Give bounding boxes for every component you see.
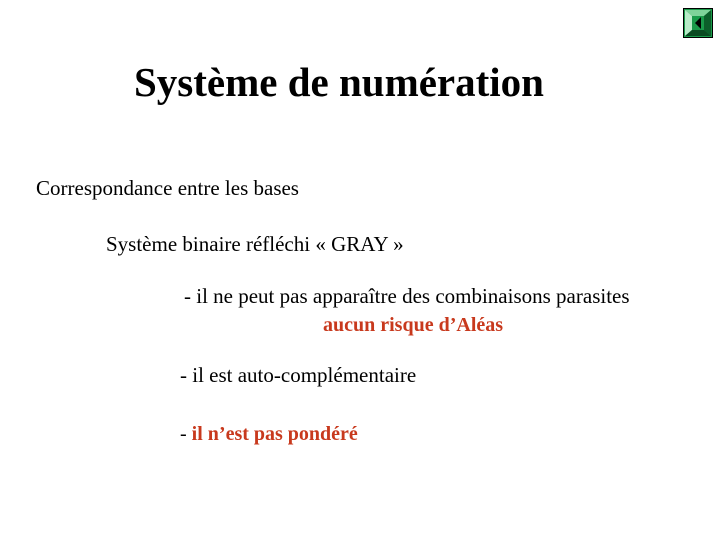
point-not-weighted-highlight: il n’est pas pondéré [191, 423, 358, 445]
slide-title: Système de numération [134, 59, 544, 105]
back-nav-button[interactable] [683, 8, 713, 38]
point-no-hazards-highlight: aucun risque d’Aléas [323, 314, 504, 336]
gray-code-heading: Système binaire réfléchi « GRAY » [106, 232, 404, 256]
back-arrow-icon [684, 9, 712, 37]
point-not-weighted [180, 423, 358, 446]
point-self-complementary: - il est auto-complémentaire [180, 363, 417, 387]
point-no-parasites: - il ne peut pas apparaître des combinaisons parasites [184, 284, 630, 308]
point-not-weighted-prefix: - [180, 423, 192, 445]
correspondance-heading: Correspondance entre les bases [36, 176, 299, 200]
